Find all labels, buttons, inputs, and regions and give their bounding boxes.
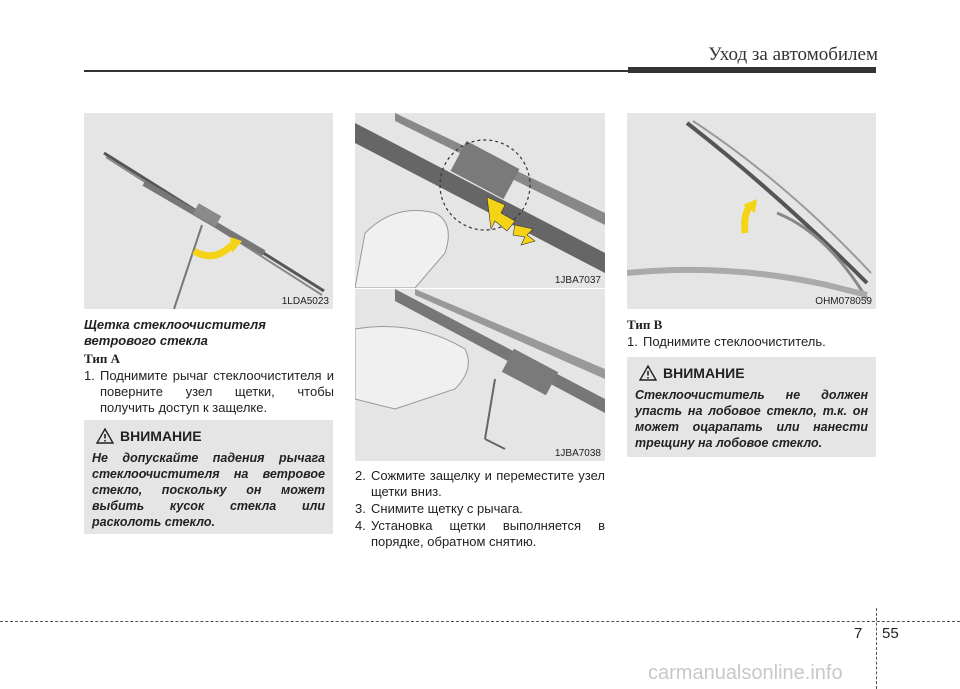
step-number: 2. [355,468,366,483]
header-title: Уход за автомобилем [708,44,878,65]
step-1-type-b [627,334,877,350]
step-number: 4. [355,518,366,533]
figure-wiper-lift-type-b [627,113,876,309]
warning-text: Стеклоочиститель не должен упасть на лобовое стекло, т.к. он может оцарапать или нанести трещину на лобовое стекло. [635,388,868,450]
step-4 [355,518,605,550]
step-2 [355,468,605,500]
type-a-label: Тип A [84,351,120,366]
warning-title [96,428,202,444]
step-number: 1. [627,334,638,349]
figure-press-latch [355,113,605,288]
wiper-lift-type-b-illustration [627,113,876,309]
step-number: 1. [84,368,95,383]
step-text: Снимите щетку с рычага. [371,501,523,516]
warning-title-text: ВНИМАНИЕ [120,428,202,444]
step-text: Установка щетки выполняется в порядке, обратном снятию. [371,518,605,549]
step-text: Поднимите стеклоочиститель. [643,334,826,349]
warning-title [639,365,745,381]
step-text: Сожмите защелку и переместите узел щетки вниз. [371,468,605,499]
figure-wiper-lift [84,113,333,309]
figure-code: OHM078059 [815,296,872,307]
step-1-type-a [84,368,334,416]
chapter-number: 7 [854,625,863,642]
figure-remove-blade [355,289,605,461]
page-number: 55 [882,625,899,642]
remove-blade-illustration [355,289,605,461]
step-3 [355,501,605,517]
warning-box-type-b [627,357,876,457]
wiper-lift-illustration [84,113,333,309]
warning-title-text: ВНИМАНИЕ [663,365,745,381]
footer-rule [0,621,960,622]
type-b-label: Тип B [627,317,663,332]
warning-triangle-icon [639,365,657,381]
press-latch-illustration [355,113,605,288]
figure-code: 1JBA7038 [554,448,601,459]
header-accent-bar [628,67,876,73]
figure-code: 1JBA7037 [554,275,601,286]
watermark[interactable]: carmanualsonline.info [648,662,843,684]
section-heading-line2: ветрового стекла [84,333,208,348]
warning-box-type-a [84,420,333,534]
warning-text: Не допускайте падения рычага стеклоочистителя на ветровое стекло, поскольку он может выбить кусок стекла или расколоть стекло. [92,451,325,529]
warning-triangle-icon [96,428,114,444]
footer-divider [876,608,877,689]
figure-code: 1LDA5023 [281,296,329,307]
step-number: 3. [355,501,366,516]
section-heading-line1: Щетка стеклоочистителя [84,317,266,332]
step-text: Поднимите рычаг стеклоочистителя и поверните узел щетки, чтобы получить доступ к защелке. [100,368,334,415]
